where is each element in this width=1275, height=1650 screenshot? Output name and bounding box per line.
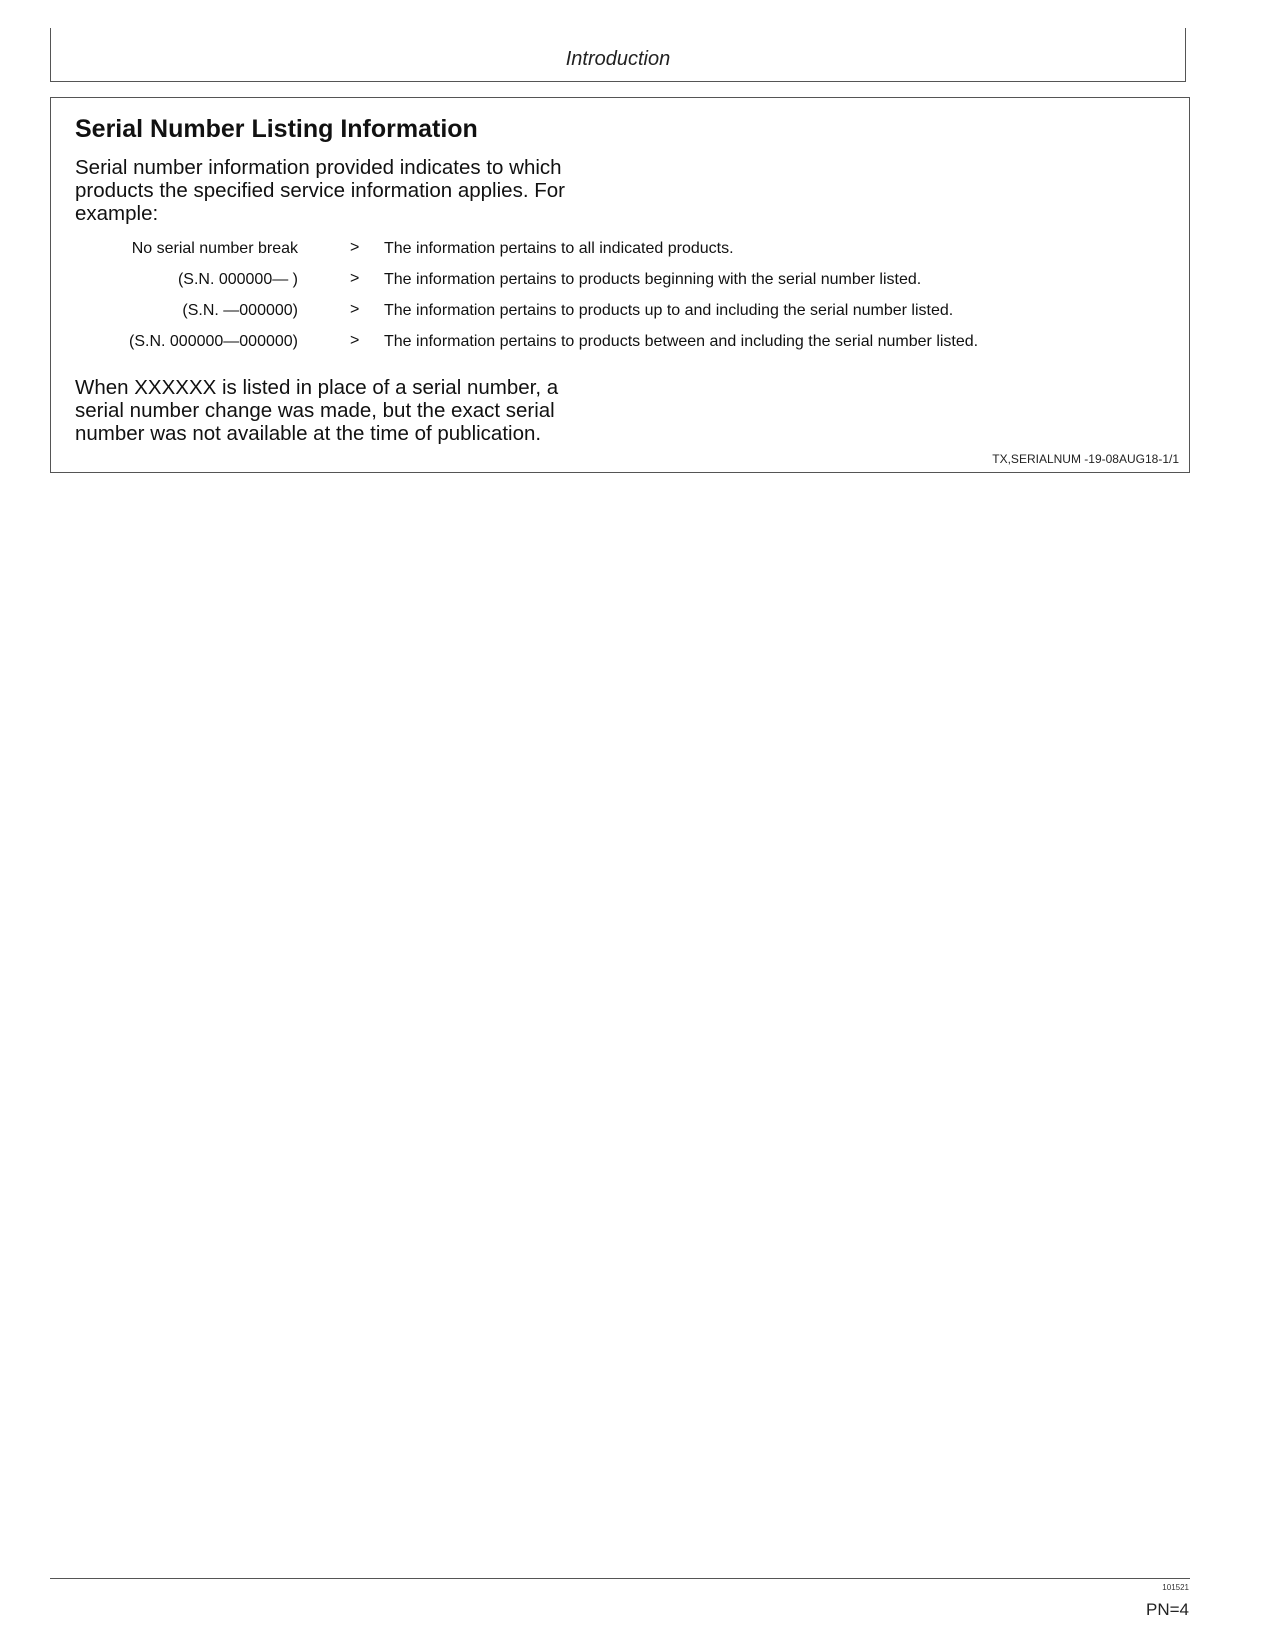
- table-row: [75, 327, 1075, 358]
- closing-paragraph: When XXXXXX is listed in place of a serial number, a serial number change was made, but the exact serial number was not available at the time of publication.: [75, 376, 559, 445]
- footer-code: 101521: [1162, 1583, 1189, 1592]
- document-reference: TX,SERIALNUM -19-08AUG18-1/1: [992, 452, 1179, 466]
- section-title: Serial Number Listing Information: [75, 115, 478, 143]
- serial-description: The information pertains to products up to and including the serial number listed.: [384, 302, 954, 319]
- header-section-label: Introduction: [565, 48, 671, 70]
- arrow-icon: >: [350, 332, 360, 349]
- table-row: [75, 265, 1075, 296]
- serial-number-section: [50, 97, 1190, 473]
- serial-key: No serial number break: [131, 240, 298, 257]
- page-number: PN=4: [1146, 1600, 1189, 1619]
- serial-description: The information pertains to products between and including the serial number listed.: [384, 333, 979, 350]
- arrow-icon: >: [350, 239, 360, 256]
- serial-key: (S.N. —000000): [182, 302, 298, 319]
- page-header: [50, 28, 1186, 82]
- intro-paragraph: Serial number information provided indicates to which products the specified service information applies. For example:: [75, 156, 565, 225]
- footer-rule: [50, 1578, 1190, 1579]
- serial-description: The information pertains to all indicated products.: [384, 240, 734, 257]
- serial-key: (S.N. 000000— ): [177, 271, 298, 288]
- serial-key: (S.N. 000000—000000): [129, 333, 298, 350]
- arrow-icon: >: [350, 270, 360, 287]
- table-row: [75, 234, 1075, 265]
- serial-number-table: [75, 234, 1075, 358]
- serial-description: The information pertains to products beginning with the serial number listed.: [384, 271, 922, 288]
- arrow-icon: >: [350, 301, 360, 318]
- table-row: [75, 296, 1075, 327]
